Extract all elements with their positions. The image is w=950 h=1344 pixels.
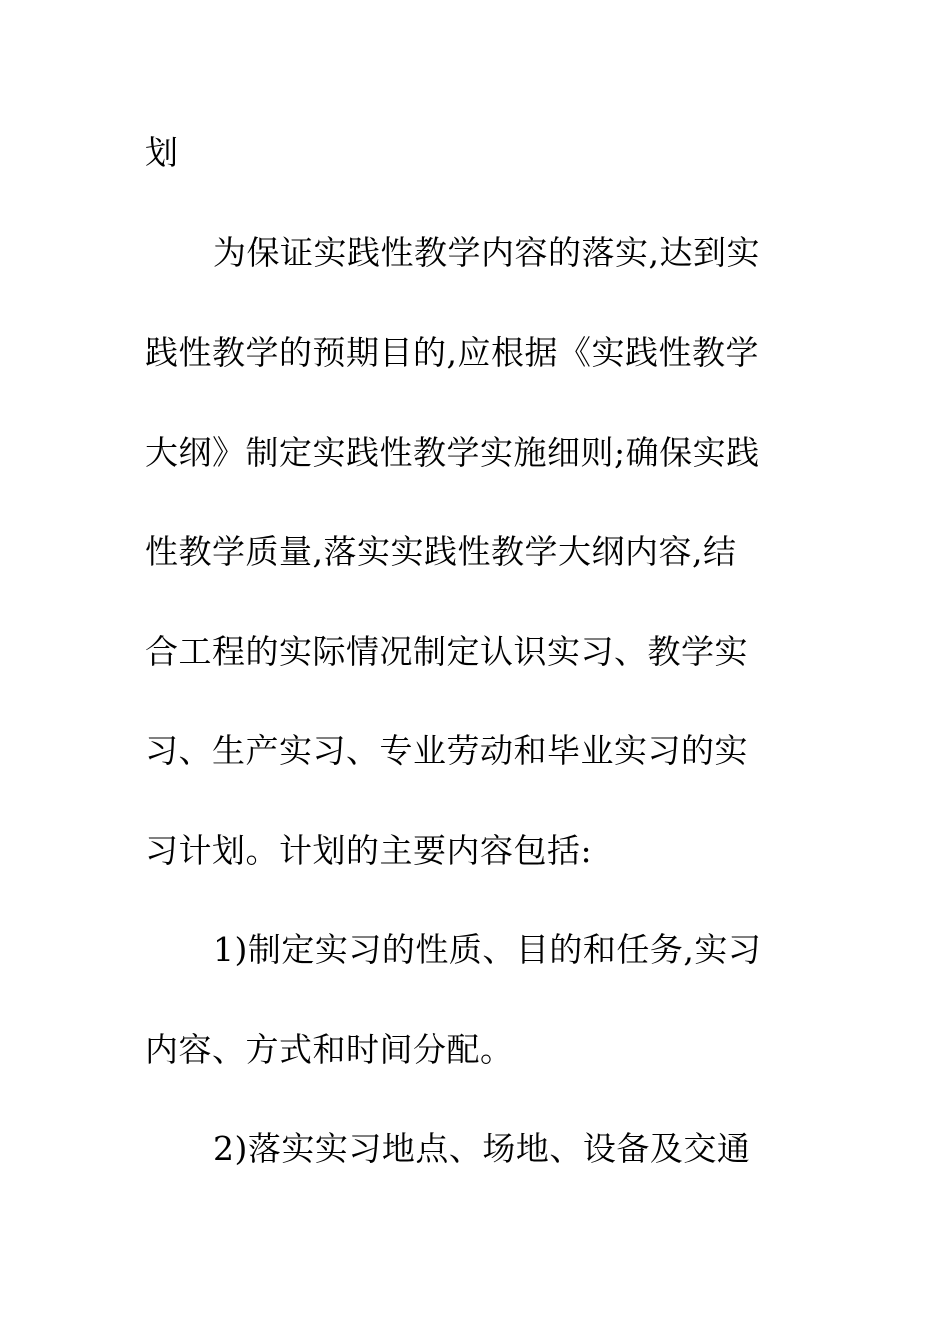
- paragraph-1-line-4: 性教学质量,落实实践性教学大纲内容,结: [145, 532, 737, 571]
- paragraph-1-line-2: 践性教学的预期目的,应根据《实践性教学: [145, 333, 759, 372]
- paragraph-1-line-1: 为保证实践性教学内容的落实,达到实: [213, 233, 760, 272]
- paragraph-1-line-6: 习、生产实习、专业劳动和毕业实习的实: [145, 731, 748, 770]
- list-item-1-line-1: 1)制定实习的性质、目的和任务,实习: [213, 930, 762, 969]
- list-item-1-line-2: 内容、方式和时间分配。: [145, 1030, 514, 1069]
- paragraph-1-line-7: 习计划。计划的主要内容包括:: [145, 831, 593, 870]
- text-line-1: 划: [145, 133, 179, 172]
- paragraph-1-line-3: 大纲》制定实践性教学实施细则;确保实践: [145, 433, 760, 472]
- paragraph-1-line-5: 合工程的实际情况制定认识实习、教学实: [145, 632, 748, 671]
- list-item-2-line-1: 2)落实实习地点、场地、设备及交通: [213, 1129, 751, 1168]
